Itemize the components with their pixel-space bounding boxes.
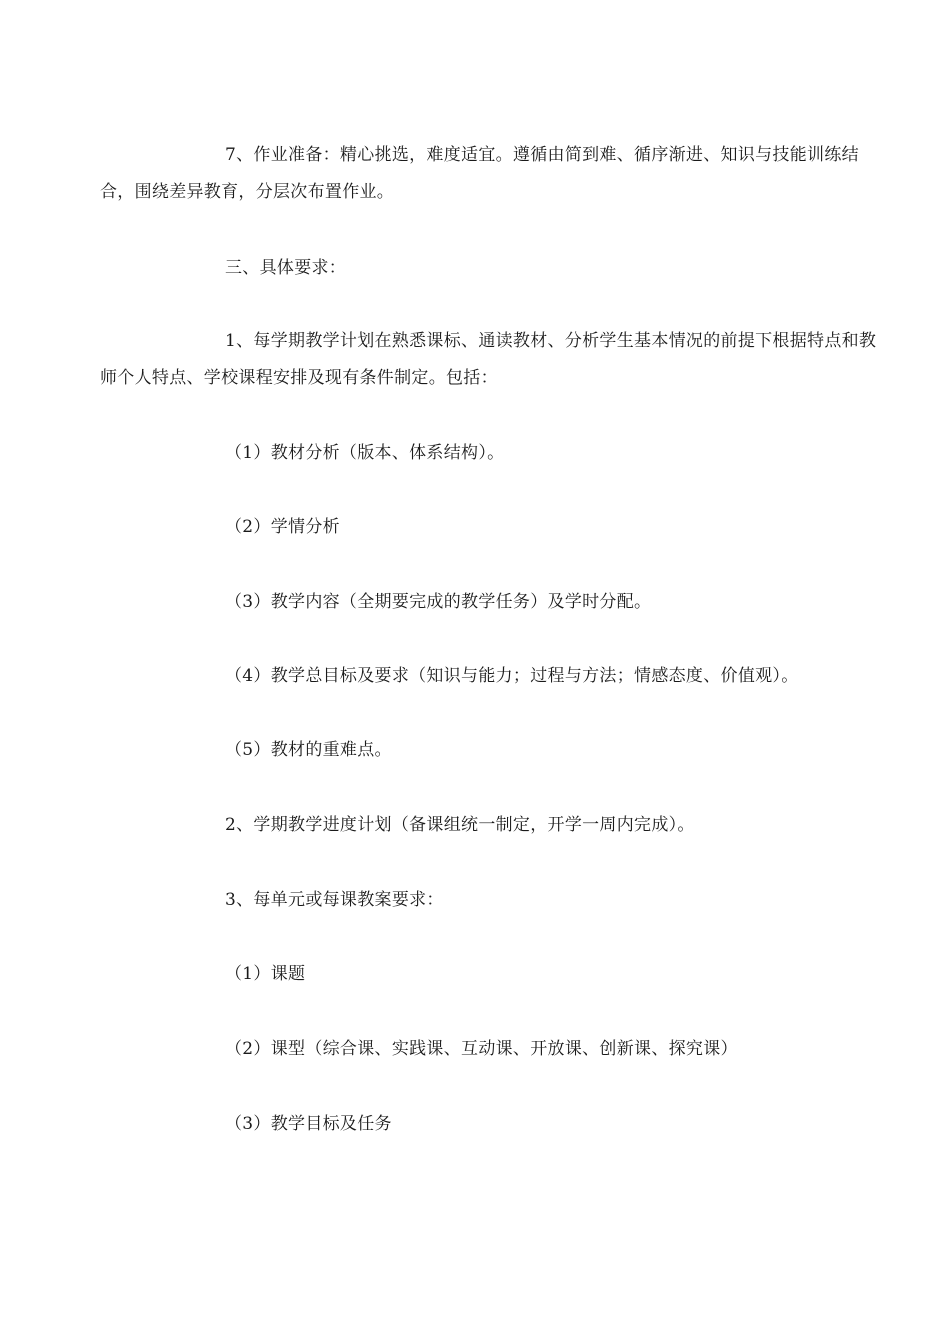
paragraph-homework-prep: 7、作业准备：精心挑选，难度适宜。遵循由简到难、循序渐进、知识与技能训练结合，围绕差异教育，分层次布置作业。 [100, 145, 859, 202]
paragraph-lesson-plan-requirements: 3、每单元或每课教案要求： [225, 890, 444, 910]
list-item-topic: （1）课题 [225, 964, 306, 984]
list-item-student-analysis: （2）学情分析 [225, 517, 340, 537]
list-item-lesson-type: （2）课型（综合课、实践课、互动课、开放课、创新课、探究课） [225, 1039, 738, 1059]
list-item-teaching-objectives: （3）教学目标及任务 [225, 1114, 392, 1134]
paragraph-semester-plan: 1、每学期教学计划在熟悉课标、通读教材、分析学生基本情况的前提下根据特点和教师个人特点、学校课程安排及现有条件制定。包括： [100, 331, 877, 388]
list-item-textbook-analysis: （1）教材分析（版本、体系结构）。 [225, 443, 505, 463]
section-heading-specific-requirements: 三、具体要求： [225, 258, 347, 278]
list-item-teaching-content: （3）教学内容（全期要完成的教学任务）及学时分配。 [225, 592, 652, 612]
list-item-teaching-goals: （4）教学总目标及要求（知识与能力；过程与方法；情感态度、价值观）。 [225, 666, 799, 686]
paragraph-progress-plan: 2、学期教学进度计划（备课组统一制定，开学一周内完成）。 [225, 815, 695, 835]
list-item-key-points: （5）教材的重难点。 [225, 740, 392, 760]
